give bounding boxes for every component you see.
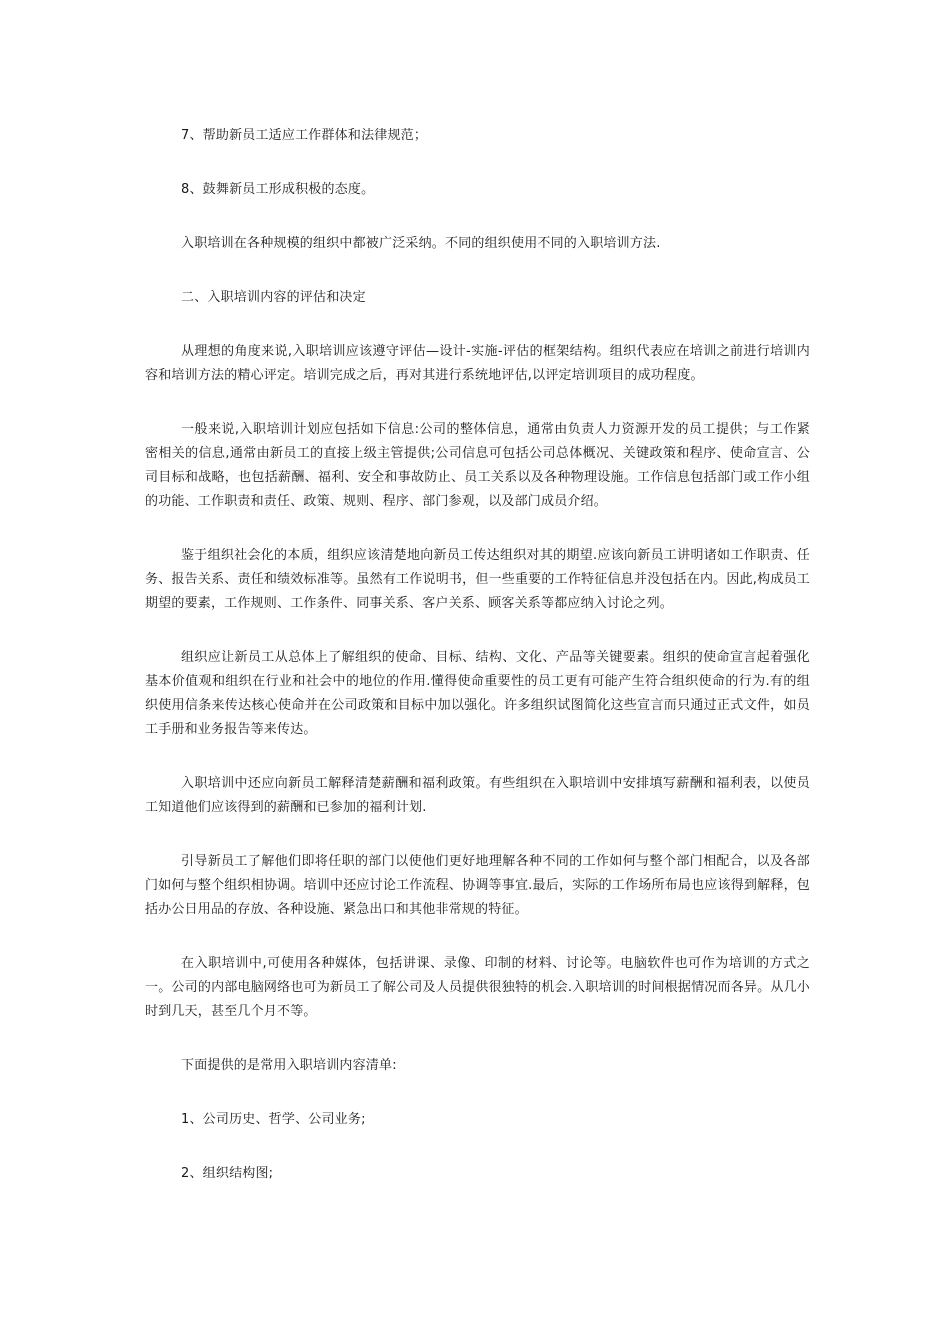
paragraph-item-7: 7、帮助新员工适应工作群体和法律规范； xyxy=(181,128,428,143)
paragraph-item-8: 8、鼓舞新员工形成积极的态度。 xyxy=(181,182,375,197)
list-item-1: 1、公司历史、哲学、公司业务; xyxy=(181,1112,366,1127)
document-body xyxy=(145,124,810,1186)
paragraph-mission: 组织应让新员工从总体上了解组织的使命、目标、结构、文化、产品等关键要素。组织的使命宣言起着强化基本价值观和组织在行业和社会中的地位的作用.懂得使命重要性的员工更有可能产生符合组织使命的行为.有的组织使用信条来传达核心使命并在公司政策和目标中加以强化。许多组织试图简化这些宣言而只通过正式文件，如员工手册和业务报告等来传达。 xyxy=(145,650,810,737)
section-heading: 二、入职培训内容的评估和决定 xyxy=(181,290,366,305)
list-item-2: 2、组织结构图; xyxy=(181,1166,274,1181)
paragraph-expectations: 鉴于组织社会化的本质，组织应该清楚地向新员工传达组织对其的期望.应该向新员工讲明诸如工作职责、任务、报告关系、责任和绩效标准等。虽然有工作说明书，但一些重要的工作特征信息并没包括在内。因此,构成员工期望的要素，工作规则、工作条件、同事关系、客户关系、顾客关系等都应纳入讨论之列。 xyxy=(145,548,810,611)
paragraph-media: 在入职培训中,可使用各种媒体，包括讲课、录像、印制的材料、讨论等。电脑软件也可作为培训的方式之一。公司的内部电脑网络也可为新员工了解公司及人员提供很独特的机会.入职培训的时间根据情况而各异。从几小时到几天，甚至几个月不等。 xyxy=(145,956,810,1019)
paragraph-intro: 入职培训在各种规模的组织中都被广泛采纳。不同的组织使用不同的入职培训方法. xyxy=(181,236,661,251)
paragraph-department: 引导新员工了解他们即将任职的部门以使他们更好地理解各种不同的工作如何与整个部门相配合，以及各部门如何与整个组织相协调。培训中还应讨论工作流程、协调等事宜.最后，实际的工作场所布局也应该得到解释，包括办公日用品的存放、各种设施、紧急出口和其他非常规的特征。 xyxy=(145,854,810,917)
paragraph-info: 一般来说,入职培训计划应包括如下信息:公司的整体信息，通常由负责人力资源开发的员工提供；与工作紧密相关的信息,通常由新员工的直接上级主管提供;公司信息可包括公司总体概况、关键政策和程序、使命宣言、公司目标和战略，也包括薪酬、福利、安全和事故防止、员工关系以及各种物理设施。工作信息包括部门或工作小组的功能、工作职责和责任、政策、规则、程序、部门参观，以及部门成员介绍。 xyxy=(145,422,810,509)
paragraph-framework: 从理想的角度来说,入职培训应该遵守评估—设计-实施-评估的框架结构。组织代表应在培训之前进行培训内容和培训方法的精心评定。培训完成之后，再对其进行系统地评估,以评定培训项目的成功程度。 xyxy=(145,344,810,383)
paragraph-list-intro: 下面提供的是常用入职培训内容清单: xyxy=(181,1058,397,1073)
paragraph-compensation: 入职培训中还应向新员工解释清楚薪酬和福利政策。有些组织在入职培训中安排填写薪酬和福利表，以使员工知道他们应该得到的薪酬和已参加的福利计划. xyxy=(145,776,810,815)
